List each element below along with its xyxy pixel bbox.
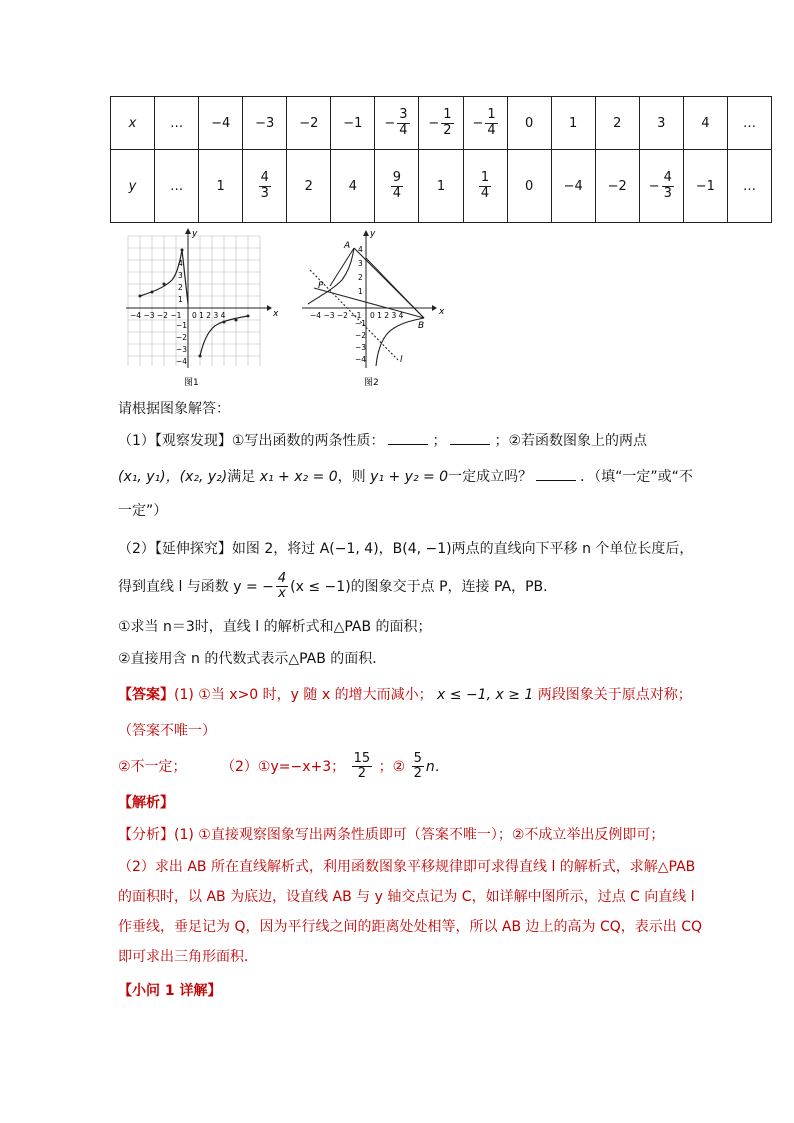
q1-line-2: (x₁, y₁)，(x₂, y₂)满足 x₁ + x₂ = 0，则 y₁ + y₂ = 0一定成立吗？ ．（填“一定”或“不 xyxy=(118,469,693,485)
y-row xyxy=(111,150,772,223)
table-cell: 1 xyxy=(199,150,243,223)
svg-text:图1: 图1 xyxy=(184,378,199,388)
svg-text:−2: −2 xyxy=(355,331,367,340)
svg-text:图2: 图2 xyxy=(364,378,379,388)
table-cell: −1 xyxy=(331,97,375,150)
answer-blank-1[interactable] xyxy=(388,432,428,445)
table-cell: 4 xyxy=(683,97,727,150)
table-cell: − $\frac{1}{4}$ xyxy=(463,97,507,150)
table-cell: 0 xyxy=(507,97,551,150)
answer-line-3: ②不一定； （2）①y=−x+3； $\frac{15}{2}$ ；② $\frac{5}{2}$ n． xyxy=(118,751,449,782)
svg-text:3: 3 xyxy=(178,271,183,280)
svg-text:0 1 2 3 4: 0 1 2 3 4 xyxy=(192,311,226,320)
table-cell: − $\frac{4}{3}$ xyxy=(639,150,683,223)
table-cell: 1 xyxy=(419,150,463,223)
x-header: x xyxy=(111,97,155,150)
analysis-line-5: 即可求出三角形面积． xyxy=(118,949,258,965)
table-cell: 1 xyxy=(551,97,595,150)
svg-text:−4: −4 xyxy=(355,355,367,364)
svg-text:x: x xyxy=(273,309,279,319)
answer-blank-3[interactable] xyxy=(536,468,576,481)
svg-text:−4 −3 −2 −1: −4 −3 −2 −1 xyxy=(130,311,182,320)
svg-text:B: B xyxy=(418,321,425,331)
svg-text:2: 2 xyxy=(358,273,363,282)
svg-text:y: y xyxy=(192,229,198,239)
answer-line-1: 【答案】(1) ①当 x>0 时，y 随 x 的增大而减小； x ≤ −1, x ≥ 1 两段图象关于原点对称； xyxy=(118,687,692,703)
analysis-line-3: 的面积时，以 AB 为底边，设直线 AB 与 y 轴交点记为 C，如详解中图所示，过点 C 向直线 l xyxy=(118,889,695,905)
table-cell: 4 xyxy=(331,150,375,223)
table-cell: … xyxy=(727,150,771,223)
table-cell: 9 4 xyxy=(375,150,419,223)
table-cell: … xyxy=(155,150,199,223)
table-cell: 3 xyxy=(639,97,683,150)
sub-question-1-heading: 【小问 1 详解】 xyxy=(118,983,222,999)
svg-text:4: 4 xyxy=(178,259,183,268)
q2-line-1: （2）【延伸探究】如图 2，将过 A(−1, 4)，B(4, −1)两点的直线向下平移 n 个单位长度后， xyxy=(118,541,694,557)
answer-blank-2[interactable] xyxy=(450,432,490,445)
table-cell: 1 4 xyxy=(463,150,507,223)
svg-text:−1: −1 xyxy=(176,321,188,330)
svg-text:−1: −1 xyxy=(355,319,367,328)
table-cell: … xyxy=(727,97,771,150)
table-cell: … xyxy=(155,97,199,150)
y-header: y xyxy=(111,150,155,223)
answer-line-2: （答案不唯一） xyxy=(118,723,216,739)
svg-text:1: 1 xyxy=(358,287,363,296)
analysis-line-1: 【分析】(1) ①直接观察图象写出两条性质即可（答案不唯一）；②不成立举出反例即可； xyxy=(118,827,665,843)
table-cell: − $\frac{3}{4}$ xyxy=(375,97,419,150)
svg-text:3: 3 xyxy=(358,259,363,268)
value-table xyxy=(110,96,772,223)
table-cell: −2 xyxy=(595,150,639,223)
svg-text:A: A xyxy=(344,241,351,251)
q2-subquestion-1: ①求当 n＝3时，直线 l 的解析式和△PAB 的面积； xyxy=(118,619,432,635)
q2-line-2: 得到直线 l 与函数 y = − $\frac{4}{x}$ (x ≤ −1)的图象交于点 P，连接 PA，PB． xyxy=(118,571,558,602)
table-cell: 4 3 xyxy=(243,150,287,223)
svg-text:1: 1 xyxy=(178,295,183,304)
table-cell: −3 xyxy=(243,97,287,150)
svg-text:−3: −3 xyxy=(176,345,188,354)
analysis-line-4: 作垂线，垂足记为 Q，因为平行线之间的距离处处相等，所以 AB 边上的高为 CQ，表示出 CQ xyxy=(118,919,703,935)
svg-text:−4: −4 xyxy=(176,357,188,366)
table-cell: − $\frac{1}{2}$ xyxy=(419,97,463,150)
prompt-text: 请根据图象解答： xyxy=(118,401,230,417)
figure-2-graph xyxy=(300,228,450,390)
svg-text:4: 4 xyxy=(358,245,363,254)
q2-subquestion-2: ②直接用含 n 的代数式表示△PAB 的面积． xyxy=(118,651,387,667)
analysis-line-2: （2）求出 AB 所在直线解析式，利用函数图象平移规律即可求得直线 l 的解析式，求解△PAB xyxy=(118,859,696,875)
q1-line-3: 一定”） xyxy=(118,503,168,519)
analysis-heading: 【解析】 xyxy=(118,795,174,811)
svg-text:0 1 2 3 4: 0 1 2 3 4 xyxy=(370,311,404,320)
table-cell: −4 xyxy=(551,150,595,223)
x-row xyxy=(111,97,772,150)
svg-text:−4 −3 −2 −1: −4 −3 −2 −1 xyxy=(310,311,362,320)
table-cell: −4 xyxy=(199,97,243,150)
figure-1-graph xyxy=(122,228,282,390)
svg-text:y: y xyxy=(370,229,376,239)
table-cell: 2 xyxy=(595,97,639,150)
svg-text:x: x xyxy=(439,307,445,317)
svg-text:2: 2 xyxy=(178,283,183,292)
table-cell: 0 xyxy=(507,150,551,223)
svg-text:−3: −3 xyxy=(355,343,367,352)
svg-text:P: P xyxy=(318,281,324,291)
table-cell: −1 xyxy=(683,150,727,223)
svg-text:l: l xyxy=(400,355,403,365)
svg-text:−2: −2 xyxy=(176,333,188,342)
q1-line-1: （1）【观察发现】①写出函数的两条性质： ； ；②若函数图象上的两点 xyxy=(118,433,648,449)
table-cell: −2 xyxy=(287,97,331,150)
table-cell: 2 xyxy=(287,150,331,223)
